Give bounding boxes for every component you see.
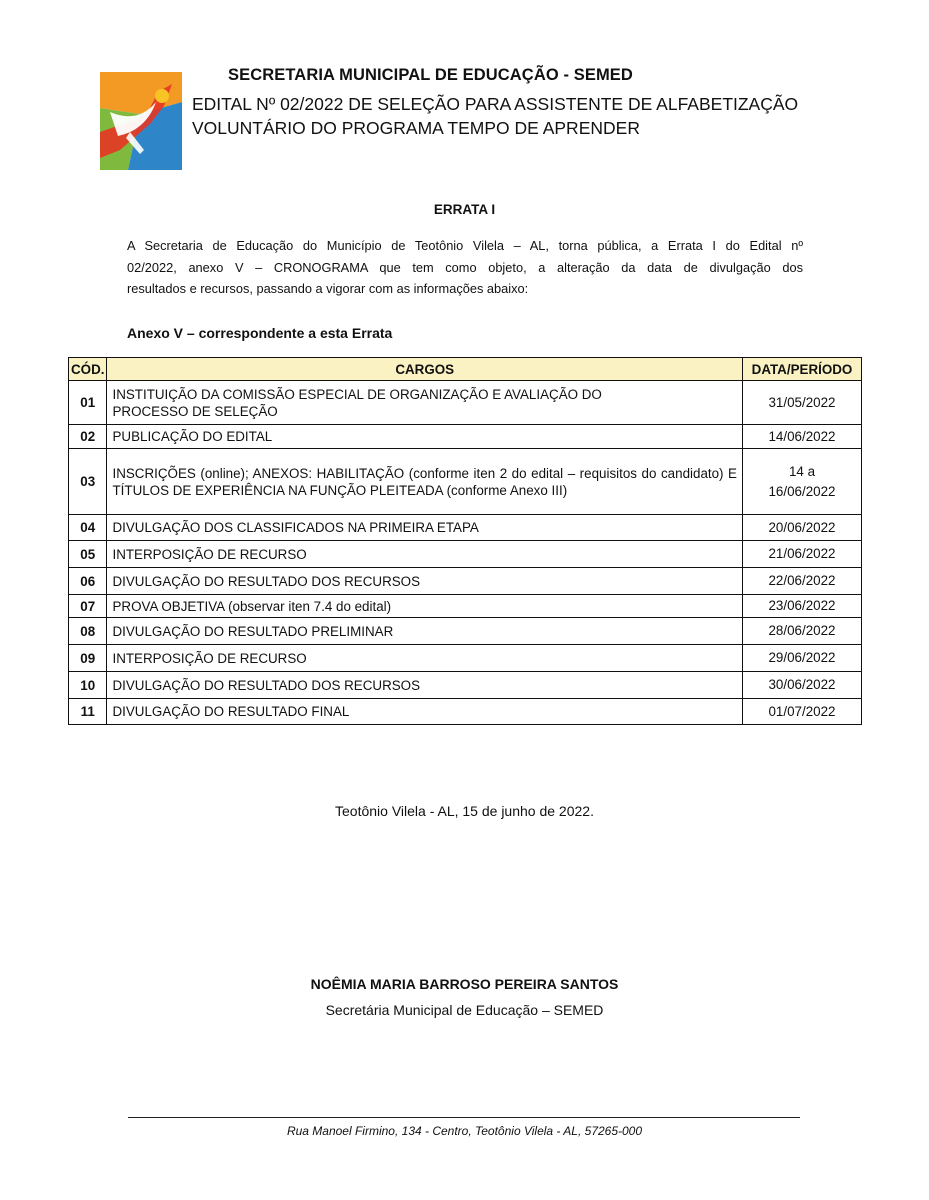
row-cod: 05 xyxy=(69,541,107,568)
row-cod: 11 xyxy=(69,699,107,725)
row-data: 14/06/2022 xyxy=(743,425,862,449)
header-data: DATA/PERÍODO xyxy=(743,358,862,381)
row-cod: 04 xyxy=(69,515,107,541)
row-data xyxy=(743,449,862,515)
place-date: Teotônio Vilela - AL, 15 de junho de 2022. xyxy=(335,803,594,819)
table-row xyxy=(69,595,862,618)
row-cargo: DIVULGAÇÃO DO RESULTADO DOS RECURSOS xyxy=(107,672,743,699)
row-cod: 08 xyxy=(69,618,107,645)
signer-role: Secretária Municipal de Educação – SEMED xyxy=(325,1002,604,1018)
annex-title: Anexo V – correspondente a esta Errata xyxy=(127,325,393,341)
table-row xyxy=(69,541,862,568)
row-data: 01/07/2022 xyxy=(743,699,862,725)
row-cargo: DIVULGAÇÃO DOS CLASSIFICADOS NA PRIMEIRA ETAPA xyxy=(107,515,743,541)
row-data: 29/06/2022 xyxy=(743,645,862,672)
table-row xyxy=(69,618,862,645)
table-row xyxy=(69,515,862,541)
row-data: 28/06/2022 xyxy=(743,618,862,645)
header-cod: CÓD. xyxy=(69,358,107,381)
row-cargo: DIVULGAÇÃO DO RESULTADO DOS RECURSOS xyxy=(107,568,743,595)
table-row xyxy=(69,568,862,595)
row-data: 22/06/2022 xyxy=(743,568,862,595)
row-cod: 10 xyxy=(69,672,107,699)
semed-logo-icon xyxy=(100,72,182,170)
edital-title xyxy=(192,92,872,140)
row-cod: 02 xyxy=(69,425,107,449)
row-cod: 06 xyxy=(69,568,107,595)
header-cargos: CARGOS xyxy=(107,358,743,381)
row-cod: 07 xyxy=(69,595,107,618)
row-cargo: INTERPOSIÇÃO DE RECURSO xyxy=(107,541,743,568)
org-title: SECRETARIA MUNICIPAL DE EDUCAÇÃO - SEMED xyxy=(228,66,633,84)
intro-line-1: A Secretaria de Educação do Município de Teotônio Vilela – AL, torna pública, a Errata I do Edital nº xyxy=(127,238,803,253)
intro-paragraph xyxy=(127,235,803,300)
row-cargo: INSTITUIÇÃO DA COMISSÃO ESPECIAL DE ORGANIZAÇÃO E AVALIAÇÃO DO PROCESSO DE SELEÇÃO xyxy=(107,381,743,425)
footer-address: Rua Manoel Firmino, 134 - Centro, Teotônio Vilela - AL, 57265-000 xyxy=(286,1124,643,1138)
table-row xyxy=(69,672,862,699)
row-data: 20/06/2022 xyxy=(743,515,862,541)
intro-line-3: resultados e recursos, passando a vigorar com as informações abaixo: xyxy=(127,281,529,296)
table-row xyxy=(69,645,862,672)
row-cargo: DIVULGAÇÃO DO RESULTADO PRELIMINAR xyxy=(107,618,743,645)
row-data: 21/06/2022 xyxy=(743,541,862,568)
row-data-start: 14 a xyxy=(788,463,816,479)
table-header-row xyxy=(69,358,862,381)
table-row xyxy=(69,425,862,449)
row-data: 23/06/2022 xyxy=(743,595,862,618)
row-cod: 03 xyxy=(69,449,107,515)
row-cod: 01 xyxy=(69,381,107,425)
row-cod: 09 xyxy=(69,645,107,672)
table-row xyxy=(69,699,862,725)
row-cargo: PUBLICAÇÃO DO EDITAL xyxy=(107,425,743,449)
table-row xyxy=(69,449,862,515)
errata-title: ERRATA I xyxy=(433,202,496,217)
row-cargo: INSCRIÇÕES (online); ANEXOS: HABILITAÇÃO (conforme iten 2 do edital – requisitos do candidato) E TÍTULOS DE EXPERIÊNCIA NA FUNÇÃO PLEITEADA (conforme Anexo III) xyxy=(107,449,743,515)
row-cargo: INTERPOSIÇÃO DE RECURSO xyxy=(107,645,743,672)
edital-title-line-1: EDITAL Nº 02/2022 DE SELEÇÃO PARA ASSISTENTE DE ALFABETIZAÇÃO xyxy=(192,94,799,114)
row-data: 30/06/2022 xyxy=(743,672,862,699)
edital-title-line-2: VOLUNTÁRIO DO PROGRAMA TEMPO DE APRENDER xyxy=(192,118,640,138)
row-cargo: PROVA OBJETIVA (observar iten 7.4 do edital) xyxy=(107,595,743,618)
footer-divider xyxy=(128,1117,800,1118)
row-data: 31/05/2022 xyxy=(743,381,862,425)
schedule-table xyxy=(68,357,862,725)
intro-line-2: 02/2022, anexo V – CRONOGRAMA que tem como objeto, a alteração da data de divulgação dos xyxy=(127,259,803,275)
table-row xyxy=(69,381,862,425)
row-cargo: DIVULGAÇÃO DO RESULTADO FINAL xyxy=(107,699,743,725)
row-data-end: 16/06/2022 xyxy=(768,483,836,499)
signer-name: NOÊMIA MARIA BARROSO PEREIRA SANTOS xyxy=(310,976,619,992)
